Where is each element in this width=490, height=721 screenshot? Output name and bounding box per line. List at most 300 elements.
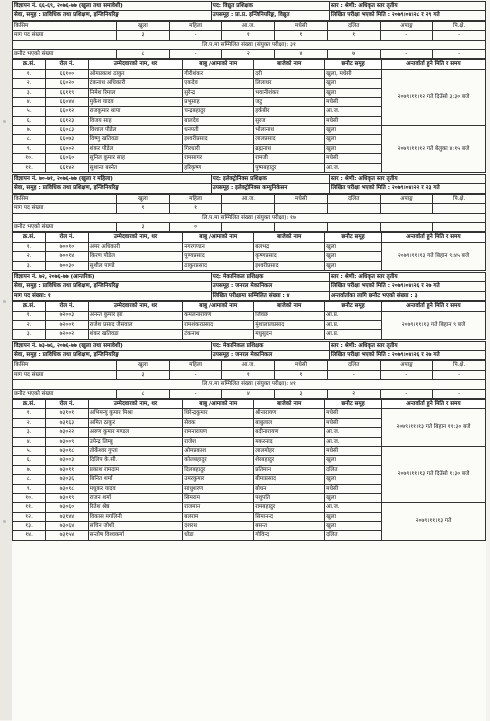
short-cell xyxy=(275,222,328,231)
grandparent-name-cell: बसन्त xyxy=(254,522,325,531)
serial-cell: ५. xyxy=(13,446,46,455)
group-cell: आ.प्र. xyxy=(325,330,382,339)
quota-cell: १ xyxy=(275,31,328,40)
level: स्तर : श्रेणी: अधिकृत स्तर तृतीय xyxy=(329,175,485,184)
exam-date: लिखित परीक्षा भएको मिति : २०७९।०४।२६ र २७ गते xyxy=(329,351,485,360)
candidate-name-cell: किरण पौडेल xyxy=(88,252,183,261)
candidate-name-cell: शंकर खतिवडा xyxy=(88,330,183,339)
quota-table xyxy=(12,21,486,60)
parent-name-cell: चन्द्रबहादुर xyxy=(183,107,254,116)
level: स्तर : श्रेणी: अधिकृत स्तर तृतीय xyxy=(329,272,485,281)
candidate-name-cell: राजेश प्रसाद जैसवाल xyxy=(88,320,183,329)
group-cell: मधेसी xyxy=(325,116,382,125)
candidate-name-cell: अनन्त कुमार झा xyxy=(88,311,183,320)
group-cell: मधेसी xyxy=(325,409,382,418)
roll-no-cell: ७२००३ xyxy=(46,311,89,320)
short-cell: - xyxy=(433,49,486,58)
roll-no-cell: ७३००९ xyxy=(46,437,89,446)
service-group: सेवा, समूह : प्राविधिक तथा प्रशिक्षण, इन्जिनियरिङ्ग xyxy=(13,11,212,20)
quota-cell: - xyxy=(380,370,433,379)
grandparent-name-cell: गोविन्द xyxy=(254,531,325,540)
serial-cell: ९. xyxy=(13,144,46,153)
table-row xyxy=(13,446,486,455)
interview-datetime-cell: २०७९।११।१३ गते बिहान ११:३० बजे xyxy=(381,409,485,447)
quota-cell: १ xyxy=(222,31,275,40)
candidate-name-cell: अरुण कुमार मण्डल xyxy=(88,428,183,437)
roll-no-cell: ७३०१८ xyxy=(46,446,89,455)
group-cell: आ.ज. xyxy=(325,437,382,446)
parent-name-cell: इश्वरीप्रसाद xyxy=(183,135,254,144)
col-header: अन्तर्वार्ता हुने मिति र समय xyxy=(381,400,485,409)
serial-cell: ११. xyxy=(13,503,46,512)
serial-cell: ९. xyxy=(13,484,46,493)
candidate-name-cell: निमेश रिमाल xyxy=(88,88,183,97)
col-header: बाबु /आमाको नाम xyxy=(183,60,254,69)
quota-cell: - xyxy=(327,370,380,379)
quota-cell: - xyxy=(169,31,222,40)
col-header: बाबु /आमाको नाम xyxy=(183,302,254,311)
scan-dot xyxy=(3,520,6,523)
quota-cell: ३ xyxy=(117,370,170,379)
interview-datetime-cell: २०७९।११।१३ गते बिहान ९:४५ बजे xyxy=(381,242,485,270)
roll-no-cell: ७३१४४ xyxy=(46,512,89,521)
roll-no-cell: ७३१५४ xyxy=(46,531,89,540)
quota-cell xyxy=(380,204,433,213)
roll-no-cell: ७००१० xyxy=(46,242,89,251)
grandparent-name-cell: बलभद्र xyxy=(254,242,325,251)
serial-cell: ५. xyxy=(13,107,46,116)
parent-name-cell: कमलनारायण xyxy=(183,311,254,320)
parent-name-cell: धिरेन्द्रकुमार xyxy=(183,409,254,418)
short-cell: - xyxy=(433,389,486,398)
col-header: क्र.सं. xyxy=(13,400,46,409)
serial-cell: ४. xyxy=(13,437,46,446)
group-cell: खुला xyxy=(325,456,382,465)
group-cell: खुला xyxy=(325,135,382,144)
col-header: रोल नं. xyxy=(46,233,89,242)
candidate-name-cell: मधुकर यादव xyxy=(88,484,183,493)
grandparent-name-cell: रामबहादुर xyxy=(254,503,325,512)
level: स्तर : श्रेणी: अधिकृत स्तर तृतीय xyxy=(329,341,485,350)
roll-no-cell: ७३०६० xyxy=(46,503,89,512)
short-cell: ४ xyxy=(222,389,275,398)
quota-cell: १ xyxy=(275,370,328,379)
section-electrical xyxy=(12,1,486,173)
quota-cell: माग पद संख्या xyxy=(13,31,117,40)
short-cell: ४ xyxy=(275,49,328,58)
col-header: उम्मेदवारको नाम, थर xyxy=(88,400,183,409)
grandparent-name-cell: दरी xyxy=(254,69,325,78)
candidate-name-cell: विष्णु खतिवडा xyxy=(88,135,183,144)
short-cell xyxy=(380,222,433,231)
group-cell: दलित xyxy=(325,465,382,474)
group-cell: दलित xyxy=(325,531,382,540)
short-cell: - xyxy=(380,49,433,58)
candidate-name-cell: ओमप्रकाश ठाकुर xyxy=(88,69,183,78)
candidate-name-cell: विशाल पौडेल xyxy=(88,126,183,135)
short-cell: - xyxy=(169,389,222,398)
serial-cell: १. xyxy=(13,69,46,78)
short-cell: छनौट भएको संख्या xyxy=(13,222,117,231)
written-count: लि.प.मा सम्मिलित संख्या (संयुक्त परीक्षा): ३१ xyxy=(13,40,486,49)
serial-cell: ४. xyxy=(13,97,46,106)
roll-no-cell: ७३०६४ xyxy=(46,522,89,531)
group-cell: खुला xyxy=(325,493,382,502)
interview-datetime-cell: २०७९।११।१२ गते दिउँसो ३:३० बजे xyxy=(381,69,485,125)
quota-head-cell: दलित xyxy=(327,361,380,370)
grandparent-name-cell: हर्कबीर xyxy=(254,107,325,116)
group-cell: खुला xyxy=(325,126,382,135)
quota-head-cell: आ.ज. xyxy=(222,21,275,30)
quota-head-cell: किसिम xyxy=(13,194,117,203)
grandparent-name-cell: शेरबहादुर xyxy=(254,456,325,465)
grandparent-name-cell: सिमानन्द xyxy=(254,512,325,521)
parent-name-cell: उमरकुमार xyxy=(183,475,254,484)
grandparent-name-cell: मुंशालालप्रसाद xyxy=(254,320,325,329)
service-group: सेवा, समूह : प्राविधिक तथा प्रशिक्षण, इन्जिनियरिङ्ग xyxy=(13,351,212,360)
table-row xyxy=(13,126,486,135)
group-cell: आ.ज. xyxy=(325,428,382,437)
parent-name-cell: राजेश xyxy=(183,437,254,446)
quota-cell: ३ xyxy=(117,31,170,40)
roll-no-cell: ७३००३ xyxy=(46,456,89,465)
short-cell: - xyxy=(169,49,222,58)
subgroup: उपसमूह : प्रा.प्र. इन्जिनियरिङ्ग, विद्युत xyxy=(211,11,329,20)
candidate-name-cell: दिलिप के.सी. xyxy=(88,456,183,465)
parent-name-cell: धोडा xyxy=(183,531,254,540)
quota-head-cell: अपाङ्ग xyxy=(380,361,433,370)
grandparent-name-cell: लालमोहर xyxy=(254,446,325,455)
quota-cell: १ xyxy=(327,31,380,40)
advert-no: विज्ञापन नं. ७२, २०७६-७७ (आन्तरिक) xyxy=(13,272,212,281)
serial-cell: १३. xyxy=(13,522,46,531)
grandparent-name-cell: पुष्पबहादुर xyxy=(254,163,325,172)
parent-name-cell: रामसागर xyxy=(183,154,254,163)
candidate-table xyxy=(12,301,486,340)
post-title: पद: विद्युत प्रशिक्षक xyxy=(211,2,329,11)
col-header: अन्तर्वार्ता हुने मिति र समय xyxy=(381,233,485,242)
roll-no-cell: ७२००१ xyxy=(46,320,89,329)
quota-head-cell: मधेसी xyxy=(275,361,328,370)
demand-count: माग पद संख्या: १ xyxy=(13,291,212,300)
advert-no: विज्ञापन नं. ६६-६९, २०७६-७७ (खुला तथा समावेशी) xyxy=(13,2,212,11)
quota-head-cell: पि.क्षे. xyxy=(433,194,486,203)
col-header: बाजेको नाम xyxy=(254,233,325,242)
post-title: पद: मेकानिकल प्रशिक्षक xyxy=(211,341,329,350)
roll-no-cell: ७३०११ xyxy=(46,465,89,474)
table-row xyxy=(13,409,486,418)
scan-dot xyxy=(3,120,6,123)
grandparent-name-cell: बदीनारायण xyxy=(254,428,325,437)
parent-name-cell: राजमान xyxy=(183,503,254,512)
section-4-header xyxy=(12,341,486,361)
table-row xyxy=(13,503,486,512)
parent-name-cell: सुरेन्द्र xyxy=(183,88,254,97)
quota-head-cell: महिला xyxy=(169,361,222,370)
candidate-name-cell: रितेश श्रेष्ठ xyxy=(88,503,183,512)
quota-cell: - xyxy=(380,31,433,40)
candidate-table xyxy=(12,232,486,271)
col-header: बाबु /आमाको नाम xyxy=(183,400,254,409)
roll-no-cell: ६६०४४ xyxy=(46,97,89,106)
col-header: उम्मेदवारको नाम, थर xyxy=(88,233,183,242)
short-cell xyxy=(222,222,275,231)
roll-no-cell: ६६१०० xyxy=(46,69,89,78)
quota-head-cell: किसिम xyxy=(13,21,117,30)
candidate-name-cell: मुकेश यादव xyxy=(88,97,183,106)
short-cell: ८ xyxy=(117,389,170,398)
parent-name-cell: बलराम xyxy=(183,512,254,521)
parent-name-cell: पुण्यप्रसाद xyxy=(183,252,254,261)
roll-no-cell: ६६०२० xyxy=(46,79,89,88)
parent-name-cell: बालदेव xyxy=(183,116,254,125)
grandparent-name-cell: मधुसुदन xyxy=(254,330,325,339)
group-cell: मधेसी xyxy=(325,418,382,427)
roll-no-cell: ६६११९ xyxy=(46,88,89,97)
parent-name-cell: साधुशरण xyxy=(183,484,254,493)
short-cell: २ xyxy=(327,389,380,398)
grandparent-name-cell: इश्वरीप्रसाद xyxy=(254,261,325,270)
col-header: क्र.सं. xyxy=(13,233,46,242)
group-cell: आ.प्र. xyxy=(325,320,382,329)
short-cell: ७ xyxy=(327,49,380,58)
candidate-name-cell: राजन शर्मा xyxy=(88,493,183,502)
short-cell: छनौट भएको संख्या xyxy=(13,49,117,58)
section-2-header xyxy=(12,174,486,194)
candidate-name-cell: विजय साह xyxy=(88,116,183,125)
serial-cell: २. xyxy=(13,252,46,261)
serial-cell: ३. xyxy=(13,428,46,437)
roll-no-cell: ७३०१९ xyxy=(46,493,89,502)
serial-cell: ३. xyxy=(13,88,46,97)
candidate-name-cell: अमित ठाकुर xyxy=(88,418,183,427)
quota-cell xyxy=(433,204,486,213)
serial-cell: ८. xyxy=(13,135,46,144)
group-cell: खुला xyxy=(325,242,382,251)
short-cell: ३ xyxy=(275,389,328,398)
quota-cell xyxy=(327,204,380,213)
serial-cell: ६. xyxy=(13,116,46,125)
exam-date: लिखित परीक्षा भएको मिति : २०७९।०४।२६ र २७ गते xyxy=(329,282,485,291)
serial-cell: ६. xyxy=(13,456,46,465)
quota-table xyxy=(12,194,486,233)
group-cell: मधेसी xyxy=(325,154,382,163)
group-cell: खुला xyxy=(325,261,382,270)
candidate-name-cell: उपेन्द्र लिम्बु xyxy=(88,437,183,446)
grandparent-name-cell: श्रीनारायण xyxy=(254,409,325,418)
quota-cell xyxy=(222,204,275,213)
serial-cell: ७. xyxy=(13,126,46,135)
quota-head-cell: मधेसी xyxy=(275,21,328,30)
short-cell: ० xyxy=(169,222,222,231)
group-cell: मधेसी xyxy=(325,97,382,106)
serial-cell: ७. xyxy=(13,465,46,474)
exam-date: लिखित परीक्षा भएको मिति : २०७९।०४।२२ र २३ गते xyxy=(329,184,485,193)
interview-datetime-cell: २०७९।११।१३ गते दिउँसो १:३० बजे xyxy=(381,446,485,502)
quota-head-cell: किसिम xyxy=(13,361,117,370)
serial-cell: ३. xyxy=(13,261,46,270)
col-header: रोल नं. xyxy=(46,60,89,69)
grandparent-name-cell: बीमाप्रसाद xyxy=(254,475,325,484)
candidate-name-cell: राजकुमार थापा xyxy=(88,107,183,116)
group-cell: मधेसी xyxy=(325,446,382,455)
post-title: पद: मेकानिकल प्रशिक्षक xyxy=(211,272,329,281)
parent-name-cell: रामशंकरप्रसाद xyxy=(183,320,254,329)
candidate-name-cell: तोर्केश्वर गुप्ता xyxy=(88,446,183,455)
serial-cell: १. xyxy=(13,242,46,251)
group-cell: खुला xyxy=(325,522,382,531)
table-row xyxy=(13,242,486,251)
candidate-name-cell: सुनिल कुमार साह xyxy=(88,154,183,163)
roll-no-cell: ७३०२२ xyxy=(46,428,89,437)
advert-no: विज्ञापन नं. ७३-७६, २०७६-७७ (खुला तथा समावेशी) xyxy=(13,341,212,350)
section-mechanical-internal xyxy=(12,272,486,340)
serial-cell: ८. xyxy=(13,475,46,484)
col-header: बाजेको नाम xyxy=(254,60,325,69)
quota-head-cell: महिला xyxy=(169,194,222,203)
candidate-table xyxy=(12,399,486,541)
group-cell: खुला, मधेसी xyxy=(325,69,382,78)
candidate-name-cell: विकास मगलिनी xyxy=(88,512,183,521)
serial-cell: १०. xyxy=(13,493,46,502)
grandparent-name-cell: सुरज xyxy=(254,116,325,125)
grandparent-name-cell: रामजी xyxy=(254,154,325,163)
col-header: क्र.सं. xyxy=(13,302,46,311)
short-cell: ३ xyxy=(117,222,170,231)
col-header: बाजेको नाम xyxy=(254,302,325,311)
col-header: छनौट समूह xyxy=(325,400,382,409)
grandparent-name-cell: लिलाधर xyxy=(254,79,325,88)
grandparent-name-cell: जिवछ xyxy=(254,311,325,320)
subgroup: उपसमूह : जनरल मेकानिकल xyxy=(211,282,329,291)
serial-cell: २. xyxy=(13,418,46,427)
parent-name-cell: रामनारायण xyxy=(183,428,254,437)
grandparent-name-cell: प्रतिमान xyxy=(254,465,325,474)
section-mechanical-open xyxy=(12,341,486,541)
serial-cell: ३. xyxy=(13,330,46,339)
grandparent-name-cell: भोलानाथ xyxy=(254,126,325,135)
quota-head-cell: महिला xyxy=(169,21,222,30)
grandparent-name-cell: जटु xyxy=(254,97,325,106)
written-count: लिखित परीक्षामा सम्मिलित संख्या : ४ xyxy=(211,291,329,300)
parent-name-cell: दिलबहादुर xyxy=(183,465,254,474)
roll-no-cell: ६६०६० xyxy=(46,154,89,163)
parent-name-cell: प्रभुसाह xyxy=(183,97,254,106)
roll-no-cell: ७००३० xyxy=(46,261,89,270)
shortlisted-count: अन्तर्वार्ताका लागि छनौट भएको संख्या : ३ xyxy=(329,291,485,300)
interview-datetime-cell: २०७९।११।१३ गते xyxy=(381,503,485,541)
quota-head-cell: अपाङ्ग xyxy=(380,194,433,203)
grandparent-name-cell: भवानीशंकर xyxy=(254,88,325,97)
quota-head-cell: आ.ज. xyxy=(222,361,275,370)
parent-name-cell: एकदेव xyxy=(183,79,254,88)
parent-name-cell: गिरधारी xyxy=(183,144,254,153)
interview-datetime-cell: २०७९।११।१२ गते बेलुका ४:१५ बजे xyxy=(381,126,485,173)
group-cell: खुला xyxy=(325,475,382,484)
group-cell: खुला xyxy=(325,512,382,521)
candidate-name-cell: टंकनाथ अधिकारी xyxy=(88,79,183,88)
col-header: बाजेको नाम xyxy=(254,400,325,409)
quota-cell: - xyxy=(169,370,222,379)
short-cell: ८ xyxy=(117,49,170,58)
grandparent-name-cell: लालप्रसाद xyxy=(254,135,325,144)
quota-cell: माग पद संख्या xyxy=(13,204,117,213)
parent-name-cell: टंकनाथ xyxy=(183,330,254,339)
section-electronics xyxy=(12,174,486,271)
serial-cell: १. xyxy=(13,311,46,320)
exam-date: लिखित परीक्षा भएको मिति : २०७९।०४।२८ र २९ गते xyxy=(329,11,485,20)
candidate-name-cell: प्रकाश रामदाम xyxy=(88,465,183,474)
quota-cell xyxy=(275,204,328,213)
quota-cell: - xyxy=(433,370,486,379)
quota-head-cell: आ.ज. xyxy=(222,194,275,203)
roll-no-cell: ७३१०१ xyxy=(46,409,89,418)
parent-name-cell: धनपती xyxy=(183,126,254,135)
grandparent-name-cell: ब्रह्मनाथ xyxy=(254,144,325,153)
serial-cell: ११. xyxy=(13,163,46,172)
group-cell: आ.प्र. xyxy=(325,311,382,320)
level: स्तर : श्रेणी: अधिकृत स्तर तृतीय xyxy=(329,2,485,11)
short-cell: छनौट भएको संख्या xyxy=(13,389,117,398)
written-count: लि.प.मा सम्मिलित संख्या (संयुक्त परीक्षा): १७ xyxy=(13,213,486,222)
candidate-name-cell: सुशील पाण्डे xyxy=(88,261,183,270)
short-cell xyxy=(327,222,380,231)
col-header: उम्मेदवारको नाम, थर xyxy=(88,302,183,311)
group-cell: खुला xyxy=(325,79,382,88)
col-header: छनौट समूह xyxy=(325,233,382,242)
quota-cell: १ xyxy=(222,370,275,379)
subgroup: उपसमूह : जनरल मेकानिकल xyxy=(211,351,329,360)
short-cell xyxy=(433,222,486,231)
roll-no-cell: ६६००२ xyxy=(46,144,89,153)
table-row xyxy=(13,69,486,78)
interview-datetime-cell: २०७९।११।१३ गते बिहान ९ बजे xyxy=(381,311,485,339)
serial-cell: २. xyxy=(13,320,46,329)
col-header: क्र.सं. xyxy=(13,60,46,69)
col-header: रोल नं. xyxy=(46,400,89,409)
parent-name-cell: नगरगण्डन xyxy=(183,242,254,251)
post-title: पद: इलेक्ट्रोनिक्स प्रशिक्षक xyxy=(211,175,329,184)
quota-head-cell: खुला xyxy=(117,361,170,370)
section-1-header xyxy=(12,1,486,21)
col-header: छनौट समूह xyxy=(325,60,382,69)
quota-head-cell: खुला xyxy=(117,194,170,203)
roll-no-cell: ६६०१२ xyxy=(46,107,89,116)
group-cell: आ.ज. xyxy=(325,107,382,116)
candidate-name-cell: सचिन जोशी xyxy=(88,522,183,531)
group-cell: खुला xyxy=(325,88,382,97)
col-header: रोल नं. xyxy=(46,302,89,311)
section-3-header xyxy=(12,272,486,301)
quota-head-cell: दलित xyxy=(327,194,380,203)
service-group: सेवा, समूह : प्राविधिक तथा प्रशिक्षण, इन्जिनियरिङ्ग xyxy=(13,184,212,193)
roll-no-cell: ६६०७३ xyxy=(46,135,89,144)
table-row xyxy=(13,311,486,320)
service-group: सेवा, समूह : प्राविधिक तथा प्रशिक्षण, इन्जिनियरिङ्ग xyxy=(13,282,212,291)
grandparent-name-cell: बाबुलाल xyxy=(254,418,325,427)
col-header: अन्तर्वार्ता हुने मिति र समय xyxy=(381,302,485,311)
candidate-name-cell: बिनित शर्मा xyxy=(88,475,183,484)
roll-no-cell: ७३१६३ xyxy=(46,418,89,427)
group-cell: मधेसी xyxy=(325,484,382,493)
col-header: छनौट समूह xyxy=(325,302,382,311)
quota-head-cell: दलित xyxy=(327,21,380,30)
parent-name-cell: ओमप्रकाश xyxy=(183,446,254,455)
parent-name-cell: सेवक xyxy=(183,418,254,427)
quota-head-cell: खुला xyxy=(117,21,170,30)
col-header: बाबु /आमाको नाम xyxy=(183,233,254,242)
roll-no-cell: ७२००२ xyxy=(46,330,89,339)
